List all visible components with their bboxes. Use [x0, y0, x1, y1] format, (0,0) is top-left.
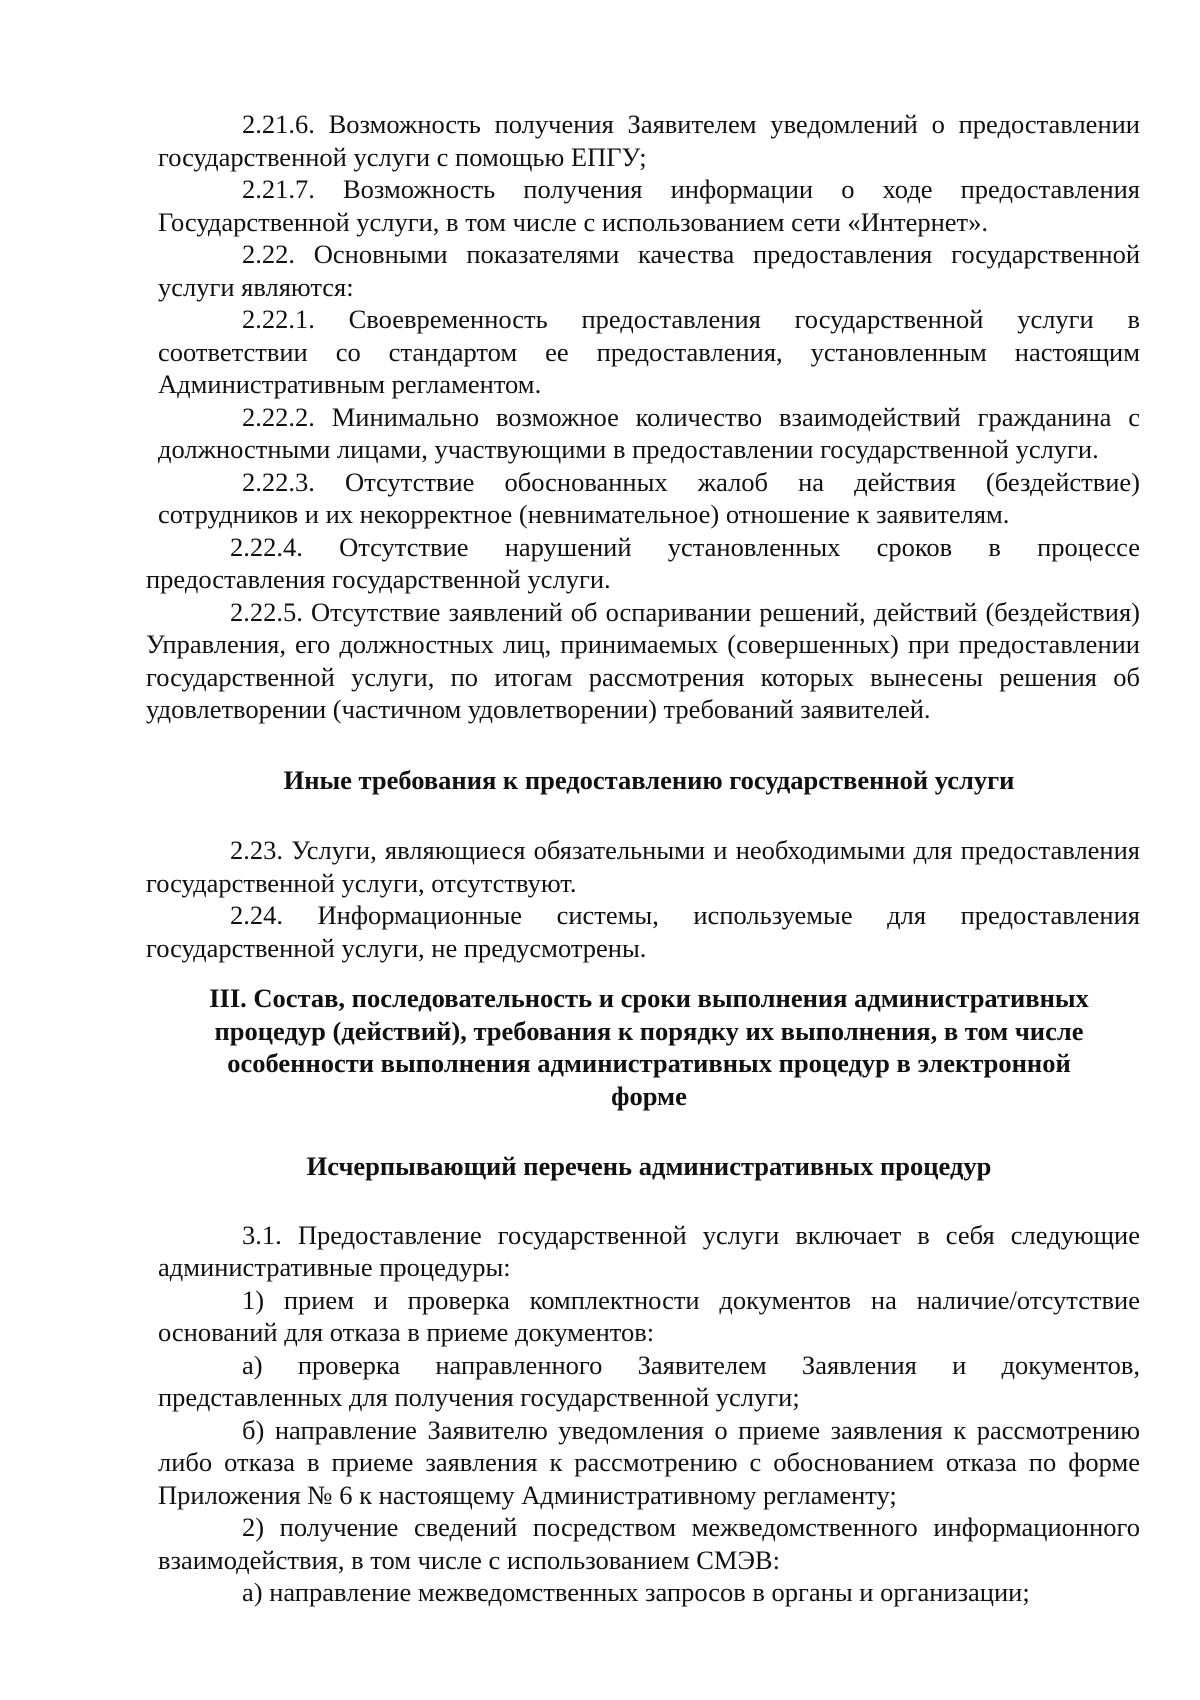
heading-other-requirements: Иные требования к предоставлению государственной услуги — [283, 764, 1015, 795]
paragraph-2-22-4: 2.22.4. Отсутствие нарушений установленных сроков в процессе предоставления государственной услуги. — [146, 531, 1140, 594]
paragraph-procedure-1b: б) направление Заявителю уведомления о приеме заявления к рассмотрению либо отказа в приеме заявления к рассмотрению с обоснованием отказа по форме Приложения № 6 к настоящему Административному регламенту; — [158, 1414, 1140, 1510]
paragraph-2-22-1: 2.22.1. Своевременность предоставления государственной услуги в соответствии со стандартом ее предоставления, установленным настоящим Административным регламентом. — [158, 304, 1140, 399]
paragraph-procedure-2a: а) направление межведомственных запросов в органы и организации; — [242, 1577, 1030, 1607]
paragraph-procedure-2: 2) получение сведений посредством межведомственного информационного взаимодействия, в том числе с использованием СМЭВ: — [158, 1512, 1140, 1575]
paragraph-2-22-2: 2.22.2. Минимально возможное количество взаимодействий гражданина с должностными лицами, участвующими в предоставлении государственной услуги. — [158, 401, 1140, 464]
paragraph-2-21-7: 2.21.7. Возможность получения информации о ходе предоставления Государственной услуги, в том числе с использованием сети «Интернет». — [158, 174, 1140, 237]
paragraph-2-23: 2.23. Услуги, являющиеся обязательными и необходимыми для предоставления государственной услуги, отсутствуют. — [146, 835, 1140, 898]
paragraph-procedure-1: 1) прием и проверка комплектности документов на наличие/отсутствие оснований для отказа в приеме документов: — [158, 1284, 1140, 1347]
paragraph-procedure-1a: а) проверка направленного Заявителем Заявления и документов, представленных для получения государственной услуги; — [158, 1349, 1140, 1412]
document-page — [146, 108, 1140, 1609]
paragraph-2-21-6: 2.21.6. Возможность получения Заявителем уведомлений о предоставлении государственной услуги с помощью ЕПГУ; — [158, 109, 1140, 172]
paragraph-3-1: 3.1. Предоставление государственной услуги включает в себя следующие административные процедуры: — [158, 1219, 1140, 1282]
paragraph-2-22: 2.22. Основными показателями качества предоставления государственной услуги являются: — [158, 239, 1140, 302]
paragraph-2-22-3: 2.22.3. Отсутствие обоснованных жалоб на действия (бездействие) сотрудников и их некорректное (невнимательное) отношение к заявителям. — [158, 466, 1140, 529]
heading-exhaustive-list: Исчерпывающий перечень административных процедур — [306, 1151, 992, 1181]
paragraph-2-24: 2.24. Информационные системы, используемые для предоставления государственной услуги, не предусмотрены. — [146, 900, 1140, 963]
paragraph-2-22-5: 2.22.5. Отсутствие заявлений об оспаривании решений, действий (бездействия) Управления, его должностных лиц, принимаемых (совершенных) при предоставлении государственной услуги, по итогам рассмотрения которых вынесены решения об удовлетворении (частичном удовлетворении) требований заявителей. — [146, 596, 1140, 724]
section-heading-iii: III. Состав, последовательность и сроки выполнения административных процедур (действий), требования к порядку их выполнения, в том числе особенности выполнения административных процедур в электронной форме — [209, 983, 1089, 1111]
